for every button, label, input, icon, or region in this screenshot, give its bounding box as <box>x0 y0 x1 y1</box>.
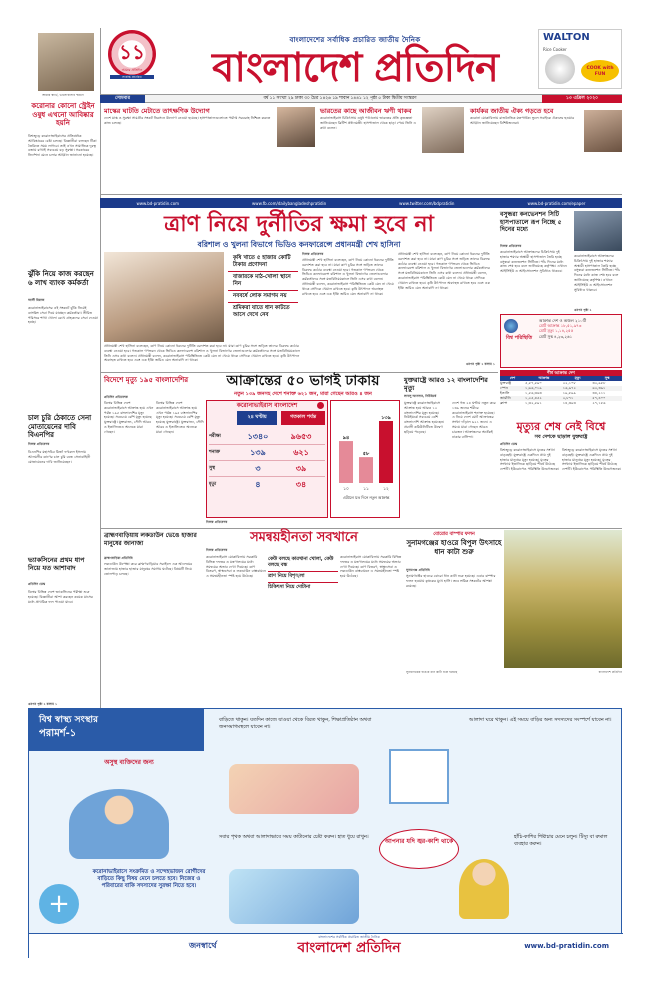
table-row: ইতালি ১,৫৬,৩৬৩ ১৯,৮৯৯ ৩৪,২১১ <box>500 390 606 395</box>
harvest-headline[interactable]: সুনামগঞ্জের হাওরে বিপুল উৎসাহে ধান কাটা শুরু <box>406 539 502 556</box>
table-row: ফ্রান্স ১,৩২,৫৯১ ১৪,৩৯৩ ২৭,১৮৬ <box>500 400 606 405</box>
world-line-3: মোট মৃত্যু ১,১৪,২৫৫ <box>539 328 574 334</box>
boris-photo <box>422 107 464 153</box>
world-deaths-body: বিশ্বজুড়ে করোনাভাইরাসে মৃতের সংখ্যা বাড়ছেই। যুক্তরাষ্ট্রে একদিনে প্রায় দুই হাজার মানুষের মৃত্যু হয়েছে। মৃতের সংখ্যায় ইতালিকে ছাড়িয়ে শীর্ষে উঠেছে দেশটি। ইউরোপেও পরিস্থিতি উদ্বেগজনক। <box>500 448 560 472</box>
hands-icon <box>229 764 359 814</box>
funeral-body: লকডাউন উপেক্ষা করে ব্রাহ্মণবাড়িয়ার সরাইলে এক আলেমের জানাজায় হাজার হাজার মানুষের সমাগম ঘটেছে। বিষয়টি নিয়ে তোলপাড় চলছে। <box>104 562 193 576</box>
footer-brand[interactable]: বাংলাদেশ প্রতিদিন <box>297 940 401 956</box>
list-item: শনাক্ত ১৩৯ ৬২১ <box>209 445 325 461</box>
url-twitter[interactable]: www.twitter.com/bdpratidin <box>399 200 455 206</box>
who-advisory-ad[interactable] <box>28 708 622 958</box>
psa-badge: অসুস্থ ব্যক্তিদের জন্য <box>104 759 154 766</box>
date-right: ১৩ এপ্রিল ২০২০ <box>542 95 622 103</box>
rice-cooker-image <box>545 54 575 84</box>
corona-stats-box <box>206 400 328 518</box>
psa-header <box>29 709 204 751</box>
pm-photo <box>104 252 224 342</box>
abroad-deaths-headline[interactable]: বিদেশে মৃত্যু ১৯৫ বাংলাদেশির <box>104 376 189 384</box>
bullet-4: শ্রমিকরা যাতে ধান কাটতে আসে দেখে নেব <box>233 305 290 318</box>
convention-body-2: করোনাভাইরাসে আক্রান্তদের চিকিৎসায় দুই হাজার শয্যার অস্থায়ী হাসপাতাল তৈরি হচ্ছে বসুন্ধরা কনভেনশন সিটিতে। পাঁচ দিনের মধ্যে কাজ শেষ হবে বলে জানিয়েছে কর্তৃপক্ষ। এখানে আইসিইউ ও আইসোলেশন সুবিধাও থাকবে। <box>574 254 621 292</box>
harvest-photo <box>504 530 622 668</box>
ad-brand: WALTON <box>543 32 590 43</box>
dateline-text: বর্ষ ১১ সংখ্যা ২৯ ঢাকা ৩০ চৈত্র ১৪২৬ ১৯ শাবান ১৪৪১ ১২ পৃষ্ঠা ৫ টাকা দ্বিতীয় সংস্করণ <box>263 96 417 101</box>
vaccine-body: বিশ্বের বিভিন্ন দেশে ভ্যাকসিনের পরীক্ষা শুরু হয়েছে। বিজ্ঞানীরা আশা করছেন কয়েক মাসের মধ্যে প্রাথমিক ফল পাওয়া যাবে। <box>28 590 93 604</box>
world-deaths-body-2: বিশ্বজুড়ে করোনাভাইরাসে মৃতের সংখ্যা বাড়ছেই। যুক্তরাষ্ট্রে একদিনে প্রায় দুই হাজার মানুষের মৃত্যু হয়েছে। মৃতের সংখ্যায় ইতালিকে ছাড়িয়ে শীর্ষে উঠেছে দেশটি। ইউরোপেও পরিস্থিতি উদ্বেগজনক। <box>562 448 622 472</box>
photo-caption: আমার স্বার্থে, ভালোবাসার স্মরণে <box>42 93 84 97</box>
bars-caption: এপ্রিলে যত দিনে নতুন আক্রান্ত <box>342 495 390 500</box>
globe-icon <box>504 319 518 333</box>
bars-svg <box>331 405 401 493</box>
person-icon <box>69 789 169 859</box>
psa-org: বিশ্ব স্বাস্থ্য সংস্থার <box>39 715 98 725</box>
social-links-bar <box>100 198 622 208</box>
world-line-4: মোট সুস্থ ৪,২৩,২৬১ <box>539 333 573 339</box>
lead-body-2: প্রধানমন্ত্রী শেখ হাসিনা বলেছেন, ত্রাণ নিয়ে কোনো ধরনের দুর্নীতি বরদাশত করা হবে না। যারা ত্রাণ চুরির সঙ্গে জড়িত তাদের বিরুদ্ধে কঠোর ব্যবস্থা নেওয়া হবে। গতকাল গণভবন থেকে ভিডিও কনফারেন্সে বরিশাল ও খুলনা বিভাগের জেলাগুলোর কর্মকর্তাদের সঙ্গে মতবিনিময়কালে তিনি এসব কথা বলেন। প্রধানমন্ত্রী বলেন, করোনাভাইরাস পরিস্থিতিতে কেউ যেন না খেয়ে থাকে সেদিকে খেয়াল রাখতে হবে। কৃষি উৎপাদন অব্যাহত রাখতে হবে এবং এক ইঞ্চি জমিও যেন অনাবাদি না থাকে। <box>398 252 491 290</box>
minister-photo <box>277 107 315 147</box>
abroad-deaths-byline: প্রতিদিন প্রতিবেদক <box>104 395 128 399</box>
day-label: সোমবার <box>100 95 145 103</box>
left-lead-headline[interactable]: করোনার কোনো স্ট্রেইন ওষুধ এখনো আবিষ্কার হয়নি <box>31 102 95 127</box>
world-table <box>500 370 622 418</box>
masthead-tagline: বাংলাদেশের সর্বাধিক প্রচারিত জাতীয় দৈনিক <box>289 36 421 44</box>
url-website[interactable]: www.bd-pratidin.com <box>136 200 180 206</box>
footer-label: জনস্বার্থে <box>189 941 217 950</box>
coordination-headline[interactable]: সমন্বয়হীনতা সবখানে <box>250 530 358 545</box>
harvest-byline: সুনামগঞ্জ প্রতিনিধি <box>406 568 430 572</box>
psa-tip-1: বাড়িতে থাকুন। যতদিন কাজে যাওয়া থেকে বিরত থাকুন, শিক্ষাপ্রতিষ্ঠান অথবা জনসমাগমস্থলে যাবেন না। <box>219 717 372 730</box>
dhaka-cases-byline: নিজস্ব প্রতিবেদক <box>206 520 228 524</box>
world-table-title: শীর্ষ আক্রান্ত দেশ <box>500 370 622 376</box>
india-headline[interactable]: ভারতের কাছে আজীবন ঋণী থাকব <box>320 107 412 115</box>
world-deaths-byline: প্রতিদিন ডেস্ক <box>500 442 518 446</box>
footer-tag: বাংলাদেশের সর্বাধিক প্রচারিত জাতীয় দৈনিক <box>318 935 380 939</box>
abroad-deaths-body-2: বিশ্বের বিভিন্ন দেশে করোনাভাইরাসে আক্রান্ত হয়ে এখন পর্যন্ত ১৯৫ বাংলাদেশির মৃত্যু হয়েছে। সবচেয়ে বেশি মৃত্যু হয়েছে যুক্তরাষ্ট্রে। যুক্তরাজ্য, সৌদি আরব ও ইতালিতেও অনেকে মারা গেছেন। <box>156 401 204 434</box>
bar-0 <box>339 441 353 483</box>
bnp-body: বিএনপির মহাসচিব মির্জা ফখরুল ইসলাম আলমগীর ত্রাণের চাল চুরি বন্ধে সেনাবাহিনী মোতায়েনের দাবি জানিয়েছেন। <box>28 450 91 464</box>
vaccine-headline[interactable]: ভ্যাকসিনের প্রথম ধাপ নিয়ে যত আশাবাদ <box>28 556 85 572</box>
hours-label: ২৪ ঘণ্টায় <box>237 411 277 425</box>
funeral-byline: ব্রাহ্মণবাড়িয়া প্রতিনিধি <box>104 556 133 560</box>
lead-bullets <box>228 254 298 321</box>
coordination-body-2: করোনাভাইরাস মোকাবিলায় সরকারি বিভিন্ন দফতর ও মন্ত্রণালয়ের মধ্যে সমন্বয়ের অভাব দেখা দিয়েছে। ত্রাণ বিতরণ, স্বাস্থ্যসেবা ও লকডাউন বাস্তবায়নে এ সমন্বয়হীনতা স্পষ্ট হয়ে উঠেছে। <box>340 555 402 579</box>
psa-cure-text: করোনাভাইরাসে সংক্রমিত ও সন্দেহভাজন রোগীদের বাড়িতে কিছু বিষয় মেনে চলতে হবে। নিজের ও পরিবারের বাকি সদস্যদের সুরক্ষা নিতে হবে। <box>92 869 206 889</box>
bank-headline[interactable]: ঝুঁকি নিয়ে কাজ করছেন ৬ লাখ ব্যাংক কর্মকর্তা <box>28 270 94 287</box>
coordination-body: করোনাভাইরাস মোকাবিলায় সরকারি বিভিন্ন দফতর ও মন্ত্রণালয়ের মধ্যে সমন্বয়ের অভাব দেখা দিয়েছে। ত্রাণ বিতরণ, স্বাস্থ্যসেবা ও লকডাউন বাস্তবায়নে এ সমন্বয়হীনতা স্পষ্ট হয়ে উঠেছে। <box>206 555 266 579</box>
url-facebook[interactable]: www.fb.com/dailybangladeshpratidin <box>252 200 327 206</box>
table-row: যুক্তরাষ্ট্র ৫,৫৭,৫৯০ ২২,১০৮ ৩২,৯৮৮ <box>500 380 606 385</box>
psa-footer <box>29 933 623 959</box>
unity-body: করোনা মোকাবিলায় রাজনৈতিক মতপার্থক্য ভুলে সবাইকে ঐক্যবদ্ধ হওয়ার আহ্বান জানিয়েছেন বিশিষ্টজনেরা। <box>470 116 575 125</box>
virus-icon <box>317 402 324 409</box>
harvest-kicker: বোরোর বাম্পার ফলন <box>433 532 475 537</box>
dhaka-cases-subhead: নতুন ১৩৯ জনসহ দেশে শনাক্ত ৬২১ জন, মারা গেছেন আরও ৪ জন <box>234 391 372 397</box>
left-cont: এরপর পৃষ্ঠা ২ কলাম ১ <box>28 702 58 706</box>
bullet-1: কৃষি খাতে ৫ হাজার কোটি টাকার প্রণোদনা <box>228 254 298 272</box>
world-title: বিশ্ব পরিস্থিতি <box>505 335 533 341</box>
bnp-headline[interactable]: চাল চুরি ঠেকাতে সেনা মোতায়েনের দাবি বিএনপির <box>28 414 92 439</box>
bullet-2: বাজারকে মাঠ-খোলা স্থানে নিন <box>228 272 298 291</box>
ad-slogan: COOK with FUN <box>581 60 619 82</box>
psa-tip-2: সবার পৃথক অথবা আলাদাভাবে সময় কাটানোর চেষ্টা করুন। হাত ধুয়ে রাখুন। <box>219 834 369 840</box>
convention-body: করোনাভাইরাসে আক্রান্তদের চিকিৎসায় দুই হাজার শয্যার অস্থায়ী হাসপাতাল তৈরি হচ্ছে বসুন্ধরা কনভেনশন সিটিতে। পাঁচ দিনের মধ্যে কাজ শেষ হবে বলে জানিয়েছে কর্তৃপক্ষ। এখানে আইসিইউ ও আইসোলেশন সুবিধাও থাকবে। <box>500 250 567 274</box>
lead-body-1: প্রধানমন্ত্রী শেখ হাসিনা বলেছেন, ত্রাণ নিয়ে কোনো ধরনের দুর্নীতি বরদাশত করা হবে না। যারা ত্রাণ চুরির সঙ্গে জড়িত তাদের বিরুদ্ধে কঠোর ব্যবস্থা নেওয়া হবে। গতকাল গণভবন থেকে ভিডিও কনফারেন্সে বরিশাল ও খুলনা বিভাগের জেলাগুলোর কর্মকর্তাদের সঙ্গে মতবিনিময়কালে তিনি এসব কথা বলেন। প্রধানমন্ত্রী বলেন, করোনাভাইরাস পরিস্থিতিতে কেউ যেন না খেয়ে থাকে সেদিকে খেয়াল রাখতে হবে। কৃষি উৎপাদন অব্যাহত রাখতে হবে এবং এক ইঞ্চি জমিও যেন অনাবাদি না থাকে। <box>302 258 394 296</box>
dateline-bar <box>100 94 622 103</box>
us-bangladeshi-byline: লাবলু আনসার, নিউইয়র্ক <box>404 394 437 398</box>
bank-body: করোনাভাইরাসের এই সংকটে ঝুঁকি নিয়েই ব্যাংকিং সেবা দিয়ে যাচ্ছেন কর্মকর্তারা। সীমিত পরিসরে শাখা খোলা রেখে গ্রাহকদের সেবা দেওয়া হচ্ছে। <box>28 306 98 325</box>
home-icon <box>389 749 449 804</box>
corona-rows <box>209 429 325 493</box>
harvest-body: সুনামগঞ্জের হাওরে বোরো ধান কাটা শুরু হয়েছে। এবার বাম্পার ফলন হওয়ায় কৃষকের মুখে হাসি। তবে শ্রমিক সংকটের আশঙ্কা রয়েছে। <box>406 574 496 588</box>
world-deaths-headline[interactable]: মৃত্যুর শেষ নেই বিশ্বে <box>516 420 606 433</box>
unity-headline[interactable]: কার্যকর জাতীয় ঐক্য গড়তে হবে <box>470 107 554 115</box>
list-item: মৃত্যু ৪ ৩৪ <box>209 480 307 489</box>
masthead-title[interactable]: বাংলাদেশ প্রতিদিন <box>212 45 498 91</box>
list-item: সুস্থ ৩ ৩৯ <box>209 461 325 477</box>
bar-2 <box>379 421 393 483</box>
bnp-byline: নিজস্ব প্রতিবেদক <box>28 442 50 446</box>
abroad-deaths-body: বিশ্বের বিভিন্ন দেশে করোনাভাইরাসে আক্রান্ত হয়ে এখন পর্যন্ত ১৯৫ বাংলাদেশির মৃত্যু হয়েছে। সবচেয়ে বেশি মৃত্যু হয়েছে যুক্তরাষ্ট্রে। যুক্তরাজ্য, সৌদি আরব ও ইতালিতেও অনেকে মারা গেছেন। <box>104 401 154 434</box>
bullet-3: চিকিৎসা নিয়ে দোটানা <box>268 585 311 590</box>
bullet-2: ত্রাণ নিয়ে বিশৃঙ্খলা <box>268 572 338 583</box>
columnist-photo <box>38 33 94 91</box>
harvest-photo-caption: সুনামগঞ্জের হাওরে ধান কাটা শুরু হয়েছে <box>406 670 458 674</box>
psa-title: পরামর্শ-১ <box>39 728 77 740</box>
harvest-photo-credit: বাংলাদেশ প্রতিদিন <box>598 670 622 674</box>
lead-byline: নিজস্ব প্রতিবেদক <box>302 252 324 256</box>
bullet-1: কেউ বলছে কারখানা খোলা, কেউ বলছে বন্ধ <box>268 555 338 572</box>
handwash-icon <box>229 869 359 924</box>
us-bangladeshi-body: যুক্তরাষ্ট্রে করোনাভাইরাসে আক্রান্ত হয়ে আরও ১২ বাংলাদেশির মৃত্যু হয়েছে। নিউইয়র্কে সবচেয়ে বেশি বাংলাদেশি আক্রান্ত হয়েছেন। প্রবাসী কমিউনিটিতে উদ্বেগ ছড়িয়ে পড়েছে। <box>404 401 445 434</box>
convention-headline[interactable]: বসুন্ধরা কনভেনশন সিটি হাসপাতালে রূপ নিচ্ছে ৫ দিনের মধ্যে <box>500 211 562 233</box>
mask-body: দেশে মাস্ক ও সুরক্ষা সামগ্রীর সংকট নিরসনে উদ্যোগ নেওয়া হয়েছে। হাসপাতালগুলোতে পর্যাপ্ত সরবরাহ নিশ্চিত করতে কাজ চলছে। <box>104 116 271 125</box>
psa-tip-4: হাঁচি-কাশির শিষ্টাচার মেনে চলুন। টিস্যু বা রুমাল ব্যবহার করুন। <box>514 834 608 847</box>
lead-body-3: প্রধানমন্ত্রী শেখ হাসিনা বলেছেন, ত্রাণ নিয়ে কোনো ধরনের দুর্নীতি বরদাশত করা হবে না। যারা ত্রাণ চুরির সঙ্গে জড়িত তাদের বিরুদ্ধে কঠোর ব্যবস্থা নেওয়া হবে। গতকাল গণভবন থেকে ভিডিও কনফারেন্সে বরিশাল ও খুলনা বিভাগের জেলাগুলোর কর্মকর্তাদের সঙ্গে মতবিনিময়কালে তিনি এসব কথা বলেন। প্রধানমন্ত্রী বলেন, করোনাভাইরাস পরিস্থিতিতে কেউ যেন না খেয়ে থাকে সেদিকে খেয়াল রাখতে হবে। কৃষি উৎপাদন অব্যাহত রাখতে হবে এবং এক ইঞ্চি জমিও যেন অনাবাদি না থাকে। <box>104 344 300 363</box>
expert-photo <box>584 110 622 152</box>
daily-cases-mini-chart <box>330 400 400 518</box>
list-item: পরীক্ষা ১৩৪০ ৯৬৫৩ <box>209 429 325 445</box>
convention-photo <box>574 211 622 251</box>
medical-cross-icon: + <box>39 884 79 924</box>
dhaka-cases-headline[interactable]: আক্রান্তের ৫০ ভাগই ঢাকায় <box>226 373 380 389</box>
world-deaths-subhead: সব দেশকে ছাড়াল যুক্তরাষ্ট্র <box>534 434 588 440</box>
walton-ad[interactable] <box>538 29 622 89</box>
bar-value-label-1: ৫৮ <box>362 451 370 458</box>
bubble-text: আপনার যদি জ্বর-কাশি থাকে <box>379 829 459 869</box>
psa-tip-3: আলাদা ঘরে থাকুন। এই সময়ে বাড়ির অন্য সদস্যদের সংস্পর্শে যাবেন না। <box>469 717 612 723</box>
table-row: জার্মানি ১,২৫,৪৫২ ২,৮৭১ ৫৭,৪০০ <box>500 396 622 401</box>
world-line-2: মোট আক্রান্ত ১৮,৫১,৯৭৩ <box>539 323 582 329</box>
bar-value-label-0: ৯৪ <box>342 435 350 442</box>
total-label: গতকাল পর্যন্ত <box>281 411 325 425</box>
funeral-headline[interactable]: ব্রাহ্মণবাড়িয়ায় লকডাউন ভেঙে হাজার মানুষের জানাজা <box>104 532 197 547</box>
anniversary-top-text: আমার প্রতিদিন <box>121 68 143 72</box>
bar-category-label-1: ১১ <box>363 487 369 492</box>
lead-cont: এরপর পৃষ্ঠা ২ কলাম ১ <box>465 362 495 366</box>
sick-person-icon <box>459 859 509 919</box>
dhaka-cases-body: দেশে গত ২৪ ঘণ্টায় নতুন করে ১৩৯ জনের শরীরে করোনাভাইরাস শনাক্ত হয়েছে। এ নিয়ে দেশে মোট আক্রান্তের সংখ্যা দাঁড়াল ৬২১ জনে। এ সময়ে মারা গেছেন আরও চারজন। আক্রান্তদের অর্ধেকই ঢাকার বাসিন্দা। <box>452 401 496 439</box>
bullet-3: নববর্ষে লোক সমাগম নয় <box>228 291 298 303</box>
ad-sub: Rice Cooker <box>543 46 567 52</box>
world-table-header: দেশ আক্রান্ত মৃত্যু সুস্থ <box>500 376 622 381</box>
anniversary-bottom-text: সর্বোচ্চ প্রচারিত <box>110 75 154 79</box>
mask-headline[interactable]: মাস্কের ঘাটতি মেটাতে তাৎক্ষণিক উদ্যোগ <box>104 107 210 115</box>
vaccine-byline: প্রতিদিন ডেস্ক <box>28 582 46 586</box>
bar-value-label-2: ১৩৯ <box>381 415 391 421</box>
left-lead-body: বিশ্বজুড়ে করোনাভাইরাসের প্রতিষেধক আবিষ্কারের চেষ্টা চলছে। বিজ্ঞানীরা বলছেন টিকা তৈরিতে সময় লাগবে। তাই এখন সামাজিক দূরত্ব বজায় রাখাই সবচেয়ে বড় সুরক্ষা। সরকারের নির্দেশনা মেনে চলার আহ্বান জানানো হয়েছে। <box>28 134 97 158</box>
bank-byline: আলী রিয়াজ <box>28 298 45 302</box>
footer-url[interactable]: www.bd-pratidin.com <box>524 942 609 950</box>
us-bangladeshi-headline[interactable]: যুক্তরাষ্ট্রে আরও ১২ বাংলাদেশির মৃত্যু <box>404 376 488 392</box>
lead-headline[interactable]: ত্রাণ নিয়ে দুর্নীতির ক্ষমা হবে না <box>164 212 434 237</box>
anniversary-number: ১১ <box>119 40 145 64</box>
india-body: করোনাভাইরাস চিকিৎসায় ওষুধ পাঠানোয় ভারতের প্রতি কৃতজ্ঞতা জানিয়েছেন ব্রিটিশ প্রধানমন্ত্রী। হাসপাতাল থেকে ছাড়া পেয়ে তিনি এ কথা বলেন। <box>320 116 417 130</box>
convention-byline: নিজস্ব প্রতিবেদক <box>500 244 522 248</box>
anniversary-logo <box>104 30 160 84</box>
convention-cont: এরপর পৃষ্ঠা ২ <box>574 308 592 312</box>
world-situation-box <box>500 314 622 368</box>
bar-category-label-0: ১০ <box>343 487 349 492</box>
world-line-1: আক্রান্ত দেশ ও অঞ্চল ২১০টি <box>539 318 587 323</box>
url-epaper[interactable]: www.bd-pratidin.com/epaper <box>527 200 586 206</box>
bar-category-label-2: ১২ <box>383 487 389 492</box>
corona-box-title: করোনাভাইরাস বাংলাদেশ <box>236 402 298 409</box>
coordination-bullets <box>268 555 338 593</box>
table-row: স্পেন ১,৬৬,০১৯ ১৬,৯৭২ ৬২,৩৯১ <box>500 386 622 391</box>
bar-1 <box>359 457 373 483</box>
lead-subhead: বরিশাল ও খুলনা বিভাগে ভিডিও কনফারেন্সে প্রধানমন্ত্রী শেখ হাসিনা <box>197 240 401 249</box>
coordination-byline: নিজস্ব প্রতিবেদক <box>206 548 228 552</box>
